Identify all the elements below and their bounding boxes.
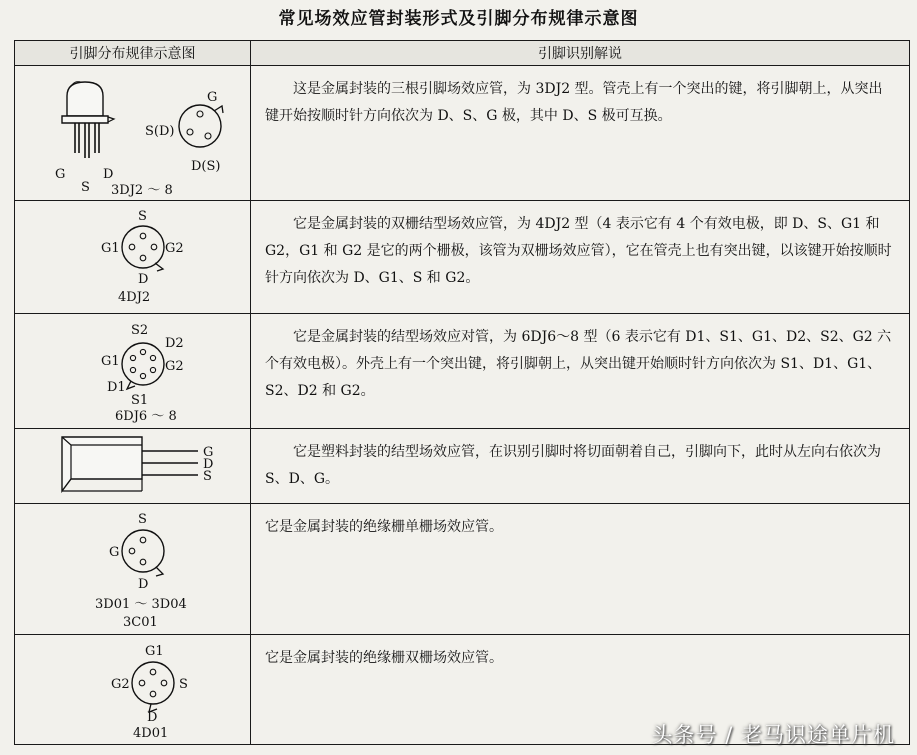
table-row bbox=[15, 429, 910, 504]
pin-label: D1 bbox=[107, 380, 126, 395]
pin-label: D bbox=[138, 272, 149, 287]
pin-label: G bbox=[203, 445, 214, 460]
description-cell: 它是金属封装的绝缘栅单栅场效应管。 bbox=[251, 504, 910, 635]
page-title: 常见场效应管封装形式及引脚分布规律示意图 bbox=[278, 9, 639, 29]
pin-label: G1 bbox=[101, 354, 120, 369]
pinout-table bbox=[14, 40, 910, 745]
description-cell: 它是金属封装的结型场效应对管，为 6DJ6～8 型（6 表示它有 D1、S1、G1、D2、S2、G2 六个有效电极）。外壳上有一个突出键，将引脚朝上，从突出键开始顺时针方向依次为 S1、D1、G1、S2、D2 和 G2。 bbox=[251, 314, 910, 429]
description-cell: 它是金属封装的双栅结型场效应管，为 4DJ2 型（4 表示它有 4 个有效电极，即 D、S、G1 和 G2，G1 和 G2 是它的两个栅极，该管为双栅场效应管），它在管壳上也有突出键，以该键开始按顺时针方向依次为 D、G1、S 和 G2。 bbox=[251, 201, 910, 314]
table-row bbox=[15, 504, 910, 635]
description-cell: 它是金属封装的绝缘栅双栅场效应管。 bbox=[251, 635, 910, 745]
plastic-package-icon bbox=[62, 437, 198, 491]
model-label: 3D01 ～ 3D04 bbox=[95, 597, 187, 612]
pin-label: D bbox=[147, 710, 158, 725]
pin-circle-icon bbox=[122, 343, 164, 389]
model-label: 3C01 bbox=[123, 615, 158, 630]
pin-label: S1 bbox=[131, 393, 149, 408]
pin-label: S bbox=[138, 512, 147, 527]
table-row bbox=[15, 66, 910, 201]
pin-label: S(D) bbox=[145, 124, 175, 139]
pin-label: G bbox=[207, 90, 218, 105]
diagram-cell bbox=[15, 201, 251, 314]
model-label: 3DJ2 ～ 8 bbox=[111, 183, 173, 198]
pin-circle-icon bbox=[179, 105, 223, 147]
model-label: 6DJ6 ～ 8 bbox=[115, 409, 177, 424]
header-row bbox=[15, 41, 910, 66]
header-diagram: 引脚分布规律示意图 bbox=[15, 41, 251, 66]
pin-label: S2 bbox=[131, 323, 149, 338]
6dj6-diagram bbox=[15, 314, 250, 428]
model-label: 4D01 bbox=[133, 726, 169, 741]
pin-circle-icon bbox=[122, 226, 164, 271]
table-row bbox=[15, 314, 910, 429]
pin-label: S bbox=[81, 180, 90, 195]
pin-label: G bbox=[55, 167, 66, 182]
table-row bbox=[15, 201, 910, 314]
model-label: 4DJ2 bbox=[118, 290, 151, 305]
pin-label: G2 bbox=[111, 677, 130, 692]
pin-label: S bbox=[203, 469, 212, 484]
watermark: 头条号 / 老马识途单片机 bbox=[651, 723, 895, 747]
pin-label: G2 bbox=[165, 359, 184, 374]
pin-label: D bbox=[138, 577, 149, 592]
3dj2-diagram bbox=[15, 66, 250, 200]
description-cell: 它是塑料封装的结型场效应管，在识别引脚时将切面朝着自己，引脚向下，此时从左向右依次为 S、D、G。 bbox=[251, 429, 910, 504]
pin-circle-icon bbox=[132, 662, 174, 712]
pin-label: S bbox=[179, 677, 188, 692]
pin-circle-icon bbox=[122, 530, 164, 576]
transistor-can-icon bbox=[62, 82, 114, 159]
pin-label: G1 bbox=[101, 241, 120, 256]
pin-label: D(S) bbox=[191, 159, 221, 174]
diagram-cell bbox=[15, 314, 251, 429]
3d01-diagram bbox=[15, 504, 250, 634]
diagram-cell bbox=[15, 504, 251, 635]
pin-label: G1 bbox=[145, 644, 164, 659]
plastic-package-diagram bbox=[15, 429, 250, 503]
4d01-diagram bbox=[15, 635, 250, 744]
description-cell: 这是金属封装的三根引脚场效应管，为 3DJ2 型。管壳上有一个突出的键，将引脚朝上，从突出键开始按顺时针方向依次为 D、S、G 极，其中 D、S 极可互换。 bbox=[251, 66, 910, 201]
pin-label: D bbox=[103, 167, 114, 182]
pin-label: D2 bbox=[165, 336, 184, 351]
pin-label: D bbox=[203, 457, 214, 472]
4dj2-diagram bbox=[15, 201, 250, 313]
diagram-cell bbox=[15, 429, 251, 504]
diagram-cell bbox=[15, 66, 251, 201]
pin-label: G2 bbox=[165, 241, 184, 256]
pin-label: S bbox=[138, 209, 147, 224]
diagram-cell bbox=[15, 635, 251, 745]
header-description: 引脚识别解说 bbox=[251, 41, 910, 66]
pin-label: G bbox=[109, 545, 120, 560]
